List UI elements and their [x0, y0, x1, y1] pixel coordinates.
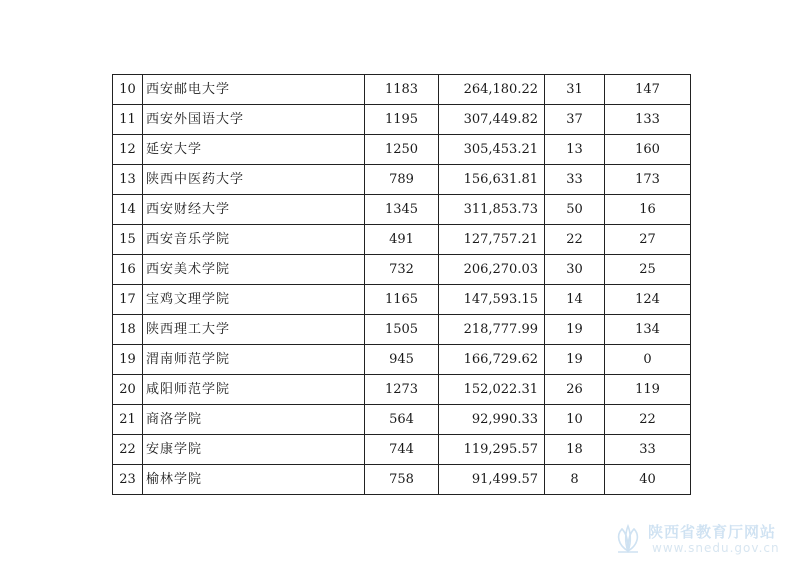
- cell-value-a: 14: [545, 285, 605, 315]
- table-row: [113, 195, 691, 225]
- table-row: [113, 465, 691, 495]
- cell-value-a: 31: [545, 75, 605, 105]
- cell-amount: 305,453.21: [439, 135, 545, 165]
- cell-university-name: 西安音乐学院: [143, 225, 365, 255]
- cell-index: 17: [113, 285, 143, 315]
- cell-count: 1345: [365, 195, 439, 225]
- table-row: [113, 285, 691, 315]
- cell-value-a: 37: [545, 105, 605, 135]
- cell-value-b: 25: [605, 255, 691, 285]
- table-row: [113, 165, 691, 195]
- cell-index: 23: [113, 465, 143, 495]
- table-row: [113, 225, 691, 255]
- cell-value-b: 160: [605, 135, 691, 165]
- cell-value-a: 50: [545, 195, 605, 225]
- table-row: [113, 375, 691, 405]
- cell-amount: 206,270.03: [439, 255, 545, 285]
- table-row: [113, 405, 691, 435]
- cell-index: 11: [113, 105, 143, 135]
- cell-value-a: 33: [545, 165, 605, 195]
- cell-amount: 218,777.99: [439, 315, 545, 345]
- table-row: [113, 105, 691, 135]
- cell-count: 491: [365, 225, 439, 255]
- cell-value-b: 134: [605, 315, 691, 345]
- cell-count: 1165: [365, 285, 439, 315]
- cell-value-a: 26: [545, 375, 605, 405]
- watermark: [612, 519, 792, 559]
- cell-university-name: 商洛学院: [143, 405, 365, 435]
- cell-amount: 119,295.57: [439, 435, 545, 465]
- table-row: [113, 435, 691, 465]
- cell-amount: 147,593.15: [439, 285, 545, 315]
- cell-count: 758: [365, 465, 439, 495]
- cell-value-a: 19: [545, 315, 605, 345]
- cell-university-name: 宝鸡文理学院: [143, 285, 365, 315]
- table-row: [113, 135, 691, 165]
- data-table: [112, 74, 691, 495]
- cell-index: 10: [113, 75, 143, 105]
- cell-index: 15: [113, 225, 143, 255]
- cell-index: 16: [113, 255, 143, 285]
- watermark-title: 陕西省教育厅网站: [648, 523, 777, 541]
- cell-university-name: 渭南师范学院: [143, 345, 365, 375]
- cell-value-b: 0: [605, 345, 691, 375]
- cell-value-b: 33: [605, 435, 691, 465]
- cell-amount: 311,853.73: [439, 195, 545, 225]
- cell-university-name: 榆林学院: [143, 465, 365, 495]
- table-row: [113, 345, 691, 375]
- cell-university-name: 延安大学: [143, 135, 365, 165]
- cell-amount: 92,990.33: [439, 405, 545, 435]
- cell-value-b: 27: [605, 225, 691, 255]
- cell-amount: 91,499.57: [439, 465, 545, 495]
- cell-value-a: 8: [545, 465, 605, 495]
- cell-count: 744: [365, 435, 439, 465]
- cell-count: 1273: [365, 375, 439, 405]
- cell-university-name: 陕西理工大学: [143, 315, 365, 345]
- cell-index: 20: [113, 375, 143, 405]
- cell-index: 21: [113, 405, 143, 435]
- cell-university-name: 西安邮电大学: [143, 75, 365, 105]
- cell-amount: 307,449.82: [439, 105, 545, 135]
- cell-index: 18: [113, 315, 143, 345]
- cell-amount: 166,729.62: [439, 345, 545, 375]
- cell-university-name: 西安财经大学: [143, 195, 365, 225]
- cell-university-name: 咸阳师范学院: [143, 375, 365, 405]
- leaf-logo-icon: [612, 523, 644, 555]
- cell-value-a: 19: [545, 345, 605, 375]
- cell-university-name: 安康学院: [143, 435, 365, 465]
- watermark-url: www.snedu.gov.cn: [652, 541, 780, 555]
- cell-value-b: 16: [605, 195, 691, 225]
- cell-index: 19: [113, 345, 143, 375]
- cell-value-b: 173: [605, 165, 691, 195]
- cell-index: 14: [113, 195, 143, 225]
- cell-count: 732: [365, 255, 439, 285]
- cell-value-b: 119: [605, 375, 691, 405]
- cell-amount: 264,180.22: [439, 75, 545, 105]
- cell-value-a: 22: [545, 225, 605, 255]
- table-row: [113, 75, 691, 105]
- cell-value-a: 18: [545, 435, 605, 465]
- cell-value-b: 22: [605, 405, 691, 435]
- cell-university-name: 西安美术学院: [143, 255, 365, 285]
- cell-count: 945: [365, 345, 439, 375]
- cell-value-b: 133: [605, 105, 691, 135]
- cell-index: 22: [113, 435, 143, 465]
- cell-value-b: 40: [605, 465, 691, 495]
- cell-value-a: 30: [545, 255, 605, 285]
- cell-count: 1195: [365, 105, 439, 135]
- cell-value-b: 124: [605, 285, 691, 315]
- cell-value-b: 147: [605, 75, 691, 105]
- cell-count: 564: [365, 405, 439, 435]
- cell-index: 13: [113, 165, 143, 195]
- table-body: [113, 75, 691, 495]
- cell-count: 1183: [365, 75, 439, 105]
- table-row: [113, 315, 691, 345]
- cell-value-a: 10: [545, 405, 605, 435]
- cell-value-a: 13: [545, 135, 605, 165]
- cell-amount: 156,631.81: [439, 165, 545, 195]
- cell-count: 789: [365, 165, 439, 195]
- cell-index: 12: [113, 135, 143, 165]
- cell-amount: 127,757.21: [439, 225, 545, 255]
- cell-amount: 152,022.31: [439, 375, 545, 405]
- cell-university-name: 陕西中医药大学: [143, 165, 365, 195]
- cell-count: 1505: [365, 315, 439, 345]
- table-row: [113, 255, 691, 285]
- cell-count: 1250: [365, 135, 439, 165]
- cell-university-name: 西安外国语大学: [143, 105, 365, 135]
